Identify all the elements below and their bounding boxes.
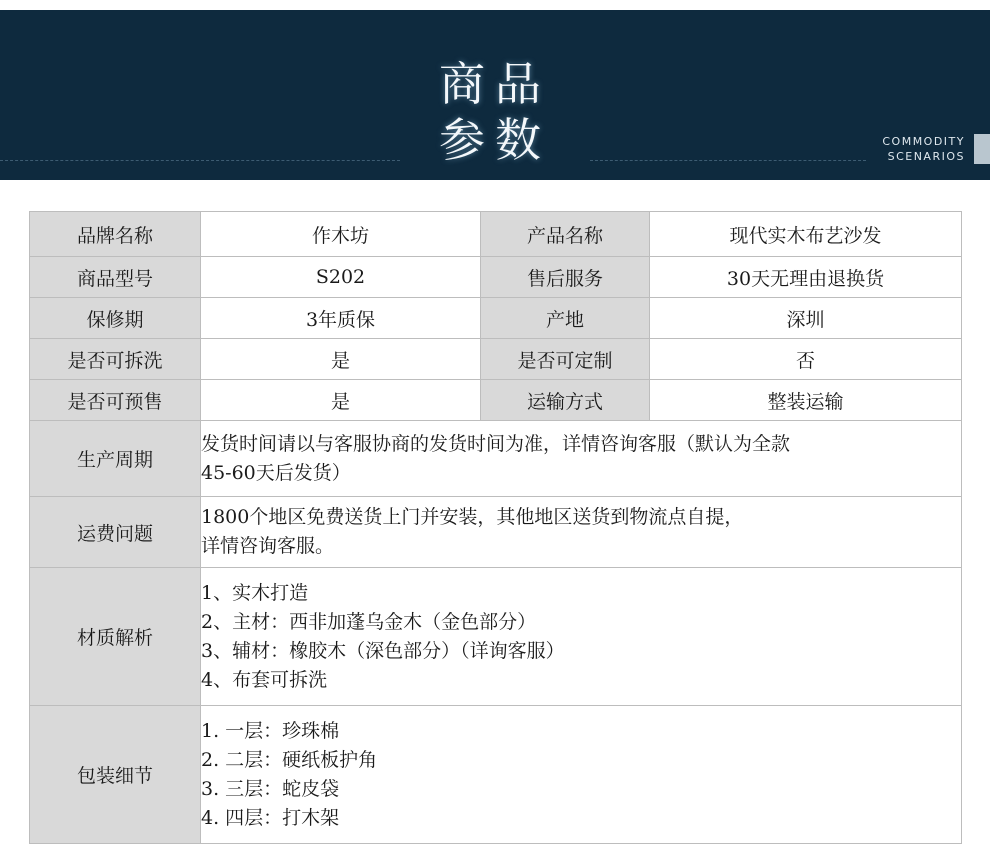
divider-right xyxy=(590,160,866,161)
table-row xyxy=(30,421,962,497)
row-value: 现代实木布艺沙发 xyxy=(650,212,962,257)
packaging-value xyxy=(201,706,962,844)
packaging-line: 3. 三层：蛇皮袋 xyxy=(201,777,340,800)
packaging-line: 1. 一层：珍珠棉 xyxy=(201,719,340,742)
production-line: 发货时间请以与客服协商的发货时间为准，详情咨询客服（默认为全款 xyxy=(201,432,791,455)
table-row xyxy=(30,568,962,706)
row-value: 是 xyxy=(201,339,481,380)
table-row xyxy=(30,298,962,339)
row-value: 是 xyxy=(201,380,481,421)
shipping-value xyxy=(201,497,962,568)
params-table xyxy=(29,211,962,844)
row-label: 是否可拆洗 xyxy=(30,339,201,380)
row-label: 商品型号 xyxy=(30,257,201,298)
material-line: 2、主材：西非加蓬乌金木（金色部分） xyxy=(201,610,537,633)
material-label: 材质解析 xyxy=(30,568,201,706)
row-value: 深圳 xyxy=(650,298,962,339)
row-value: 整装运输 xyxy=(650,380,962,421)
row-value: 30天无理由退换货 xyxy=(650,257,962,298)
row-label: 是否可定制 xyxy=(481,339,650,380)
row-value: S202 xyxy=(201,257,481,298)
table-row xyxy=(30,706,962,844)
production-line: 45-60天后发货） xyxy=(201,461,351,484)
subtitle-accent-bar xyxy=(974,134,990,164)
table-row xyxy=(30,339,962,380)
row-label: 品牌名称 xyxy=(30,212,201,257)
table-row xyxy=(30,257,962,298)
shipping-line: 1800个地区免费送货上门并安装，其他地区送货到物流点自提， xyxy=(201,506,744,528)
table-row xyxy=(30,380,962,421)
subtitle-line2: SCENARIOS xyxy=(887,150,965,163)
production-value xyxy=(201,421,962,497)
packaging-label: 包装细节 xyxy=(30,706,201,844)
production-label: 生产周期 xyxy=(30,421,201,497)
row-value: 否 xyxy=(650,339,962,380)
packaging-line: 2. 二层：硬纸板护角 xyxy=(201,748,378,771)
shipping-line: 详情咨询客服。 xyxy=(201,535,335,557)
page-title: 商品 xyxy=(439,57,551,111)
divider-left xyxy=(0,160,400,161)
header-banner xyxy=(0,10,990,180)
material-value xyxy=(201,568,962,706)
packaging-line: 4. 四层：打木架 xyxy=(201,806,340,829)
row-value: 3年质保 xyxy=(201,298,481,339)
subtitle-line1: COMMODITY xyxy=(882,135,965,148)
row-label: 是否可预售 xyxy=(30,380,201,421)
row-value: 作木坊 xyxy=(201,212,481,257)
page-title-line2: 参数 xyxy=(439,113,551,167)
row-label: 产地 xyxy=(481,298,650,339)
row-label: 售后服务 xyxy=(481,257,650,298)
row-label: 运输方式 xyxy=(481,380,650,421)
subtitle xyxy=(882,134,965,164)
table-row xyxy=(30,497,962,568)
table-row xyxy=(30,212,962,257)
row-label: 产品名称 xyxy=(481,212,650,257)
material-line: 1、实木打造 xyxy=(201,581,309,604)
material-line: 4、布套可拆洗 xyxy=(201,668,328,691)
material-line: 3、辅材：橡胶木（深色部分）（详询客服） xyxy=(201,639,565,662)
shipping-label: 运费问题 xyxy=(30,497,201,568)
row-label: 保修期 xyxy=(30,298,201,339)
